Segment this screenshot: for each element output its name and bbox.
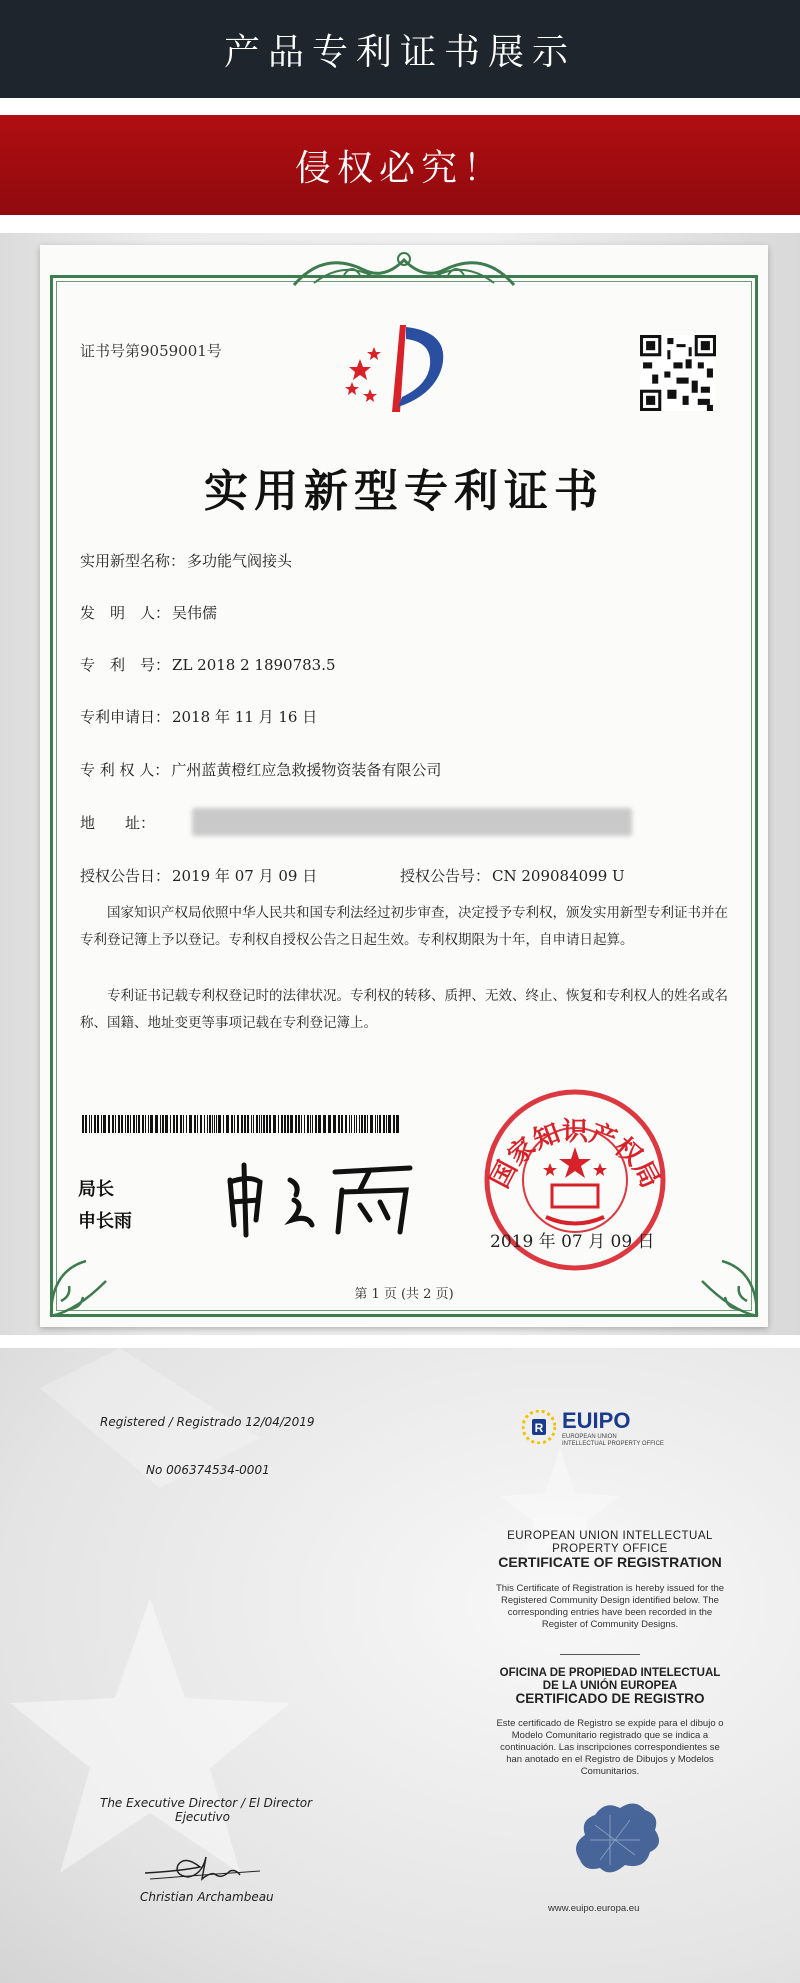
- divider: [560, 1654, 640, 1655]
- eu-body-en-4: Register of Community Designs.: [541, 1619, 679, 1630]
- field-apply-date: 专利申请日： 2018 年 11 月 16 日: [80, 708, 318, 726]
- euipo-logo-subtitle-1: EUROPEAN UNION: [562, 1434, 617, 1440]
- eu-body-en-1: This Certificate of Registration is hereby issued for the: [495, 1583, 725, 1594]
- warning-text: 侵权必究！: [294, 147, 505, 189]
- warning-banner: [0, 115, 800, 215]
- executive-director-title-2: Ejecutivo: [175, 1810, 230, 1824]
- eu-body-en-3: corresponding entries have been recorded in the: [507, 1607, 713, 1618]
- eu-office-name-en-2: PROPERTY OFFICE: [552, 1543, 668, 1555]
- cn-patent-certificate: [40, 245, 768, 1327]
- eu-body-es-2: Modelo Comunitario registrado que se indica a: [511, 1730, 709, 1741]
- eu-body-es-5: Comunitarios.: [580, 1766, 640, 1777]
- euipo-emblem-icon: [522, 1410, 556, 1444]
- top-ornament-icon: [284, 245, 524, 295]
- field-grant-number: 授权公告号： CN 209084099 U: [400, 867, 625, 885]
- eu-body-es-4: han anotado en el Registro de Dibujos y Modelos: [506, 1754, 714, 1765]
- seal-text: 国家知识产权局: [484, 1116, 666, 1194]
- eu-cert-title-es: CERTIFICADO DE REGISTRO: [515, 1691, 705, 1706]
- eu-cert-title-en: CERTIFICATE OF REGISTRATION: [498, 1554, 722, 1570]
- eu-office-name-es-2: DE LA UNIÓN EUROPEA: [542, 1680, 678, 1692]
- euipo-logo-text: EUIPO: [562, 1408, 631, 1433]
- registration-date: Registered / Registrado 12/04/2019: [100, 1415, 315, 1429]
- eu-body-en-2: Registered Community Design identified below. The: [501, 1595, 719, 1606]
- executive-director-title-1: The Executive Director / El Director: [100, 1796, 313, 1810]
- barcode-icon: [82, 1115, 402, 1133]
- registration-number: No 006374534-0001: [146, 1463, 270, 1477]
- field-design-name: 实用新型名称： 多功能气阀接头: [80, 552, 293, 570]
- certificate-number: 证书号第9059001号: [80, 342, 222, 360]
- qr-code-icon: [640, 335, 716, 411]
- signer-name: Christian Archambeau: [140, 1890, 274, 1904]
- certificate-paragraph-1: 国家知识产权局依照中华人民共和国专利法经过初步审查，决定授予专利权，颁发实用新型专利证书并在专利登记簿上予以登记。专利权自授权公告之日起生效。专利权期限为十年，自申请日起算。: [80, 905, 728, 948]
- director-title: 局长: [78, 1179, 114, 1200]
- field-patent-holder: 专 利 权 人： 广州蓝黄橙红应急救援物资装备有限公司: [80, 761, 442, 779]
- eu-body-es-3: continuación. Las inscripciones correspondientes se: [500, 1742, 720, 1753]
- field-address: 地 址：: [80, 814, 156, 832]
- eu-body-es-1: Este certificado de Registro se expide para el dibujo o: [496, 1718, 724, 1729]
- svg-text:R: R: [534, 1421, 544, 1435]
- seal-date: 2019 年 07 月 09 日: [490, 1232, 655, 1252]
- cnipa-logo-icon: [330, 317, 480, 417]
- field-grant-date: 授权公告日： 2019 年 07 月 09 日: [80, 867, 318, 885]
- certificate-title: 实用新型专利证书: [204, 466, 604, 517]
- director-name: 申长雨: [78, 1211, 132, 1232]
- director-signature-icon: [220, 1150, 430, 1240]
- eu-map-icon: [560, 1790, 670, 1880]
- euipo-url: www.euipo.europa.eu: [548, 1903, 640, 1914]
- address-redaction: [192, 808, 632, 836]
- executive-signature-icon: [140, 1845, 270, 1885]
- page-title-banner: [0, 0, 800, 98]
- eu-office-name-es-1: OFICINA DE PROPIEDAD INTELECTUAL: [499, 1667, 721, 1679]
- euipo-logo-subtitle-2: INTELLECTUAL PROPERTY OFFICE: [562, 1441, 664, 1447]
- certificate-paragraph-2: 专利证书记载专利权登记时的法律状况。专利权的转移、质押、无效、终止、恢复和专利权人的姓名或名称、国籍、地址变更等事项记载在专利登记簿上。: [80, 988, 728, 1031]
- page-number: 第 1 页 (共 2 页): [354, 1287, 454, 1302]
- field-inventor: 发 明 人： 吴伟儒: [80, 604, 218, 622]
- euipo-logo: [522, 1408, 702, 1452]
- eu-office-name-en-1: EUROPEAN UNION INTELLECTUAL: [507, 1530, 713, 1542]
- page-title: 产品专利证书展示: [223, 31, 576, 73]
- field-patent-number: 专 利 号： ZL 2018 2 1890783.5: [80, 656, 336, 674]
